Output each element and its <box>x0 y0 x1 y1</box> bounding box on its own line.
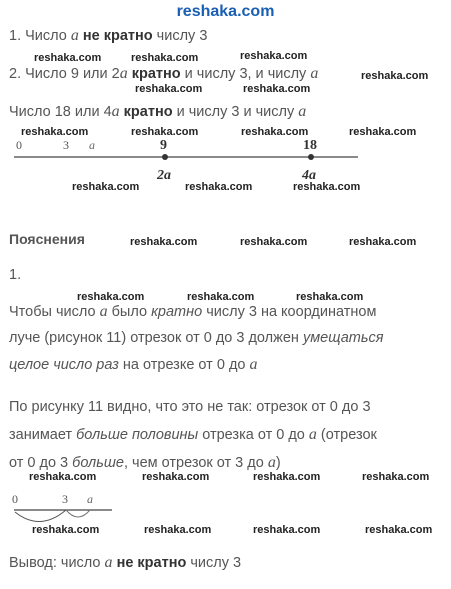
statement <box>9 103 306 121</box>
ray-1-label-2a: 2a <box>157 168 171 183</box>
watermark: reshaka.com <box>77 291 145 303</box>
item-1 <box>9 27 207 45</box>
item-2-bold: кратно <box>131 66 181 82</box>
ray-1-label-18: 18 <box>303 138 317 153</box>
para-2-line-1: По рисунку 11 видно, что это не так: отрезок от 0 до 3 <box>9 399 371 415</box>
item-1-rest: числу 3 <box>152 28 208 44</box>
conclusion: Вывод: число a не кратно числу 3 <box>9 554 242 571</box>
item-1-prefix: 1. Число <box>9 28 71 44</box>
watermark: reshaka.com <box>241 126 309 138</box>
para-2-line-2: занимает больше половины отрезка от 0 до a (отрезок <box>9 426 377 443</box>
watermark: reshaka.com <box>135 83 203 95</box>
watermark: reshaka.com <box>29 471 97 483</box>
watermark: reshaka.com <box>253 524 321 536</box>
watermark: reshaka.com <box>349 126 417 138</box>
item-2 <box>9 65 318 83</box>
site-title[interactable]: reshaka.com <box>176 3 275 20</box>
ray-1-label-a: a <box>89 138 95 152</box>
number-ray-1 <box>0 134 451 184</box>
para-1-line-2: луче (рисунок 11) отрезок от 0 до 3 должен умещаться <box>9 330 384 346</box>
watermark: reshaka.com <box>144 524 212 536</box>
ray-1-label-0: 0 <box>16 138 22 152</box>
ray-2-arc-3-a <box>66 510 90 517</box>
para-1-line-1: Чтобы число a было кратно числу 3 на координатном <box>9 303 377 320</box>
item-2-rest: и числу 3, и числу <box>180 66 311 82</box>
number-ray-2 <box>0 488 120 528</box>
watermark: reshaka.com <box>32 524 100 536</box>
explanations-heading: Пояснения <box>9 231 85 247</box>
watermark: reshaka.com <box>362 471 430 483</box>
watermark: reshaka.com <box>365 524 433 536</box>
ray-2-arc-0-3 <box>15 510 66 522</box>
watermark: reshaka.com <box>130 236 198 248</box>
watermark: reshaka.com <box>240 236 308 248</box>
ray-1-label-9: 9 <box>160 138 167 153</box>
watermark: reshaka.com <box>293 181 361 193</box>
statement-bold: кратно <box>123 104 173 120</box>
watermark: reshaka.com <box>131 126 199 138</box>
ray-1-label-3: 3 <box>63 138 69 152</box>
statement-var: a <box>111 103 120 120</box>
watermark: reshaka.com <box>253 471 321 483</box>
item-2-var2: a <box>310 65 319 82</box>
item-1-bold: не кратно <box>82 28 153 44</box>
ray-1-point-9 <box>162 154 168 160</box>
watermark: reshaka.com <box>349 236 417 248</box>
watermark: reshaka.com <box>187 291 255 303</box>
watermark: reshaka.com <box>21 126 89 138</box>
ray-2-label-3: 3 <box>62 492 68 506</box>
statement-var2: a <box>298 103 307 120</box>
watermark: reshaka.com <box>142 471 210 483</box>
watermark: reshaka.com <box>34 52 102 64</box>
para-1-line-3: целое число раз на отрезке от 0 до a <box>9 356 258 373</box>
ray-2-label-a: a <box>87 492 93 506</box>
explanation-number: 1. <box>9 267 22 283</box>
item-1-var: a <box>70 27 79 44</box>
ray-1-point-18 <box>308 154 314 160</box>
item-2-var: a <box>119 65 128 82</box>
ray-2-label-0: 0 <box>12 492 18 506</box>
item-2-prefix: 2. Число 9 или 2 <box>9 66 120 82</box>
watermark: reshaka.com <box>72 181 140 193</box>
watermark: reshaka.com <box>243 83 311 95</box>
statement-rest: и числу 3 и числу <box>172 104 299 120</box>
watermark: reshaka.com <box>185 181 253 193</box>
statement-prefix: Число 18 или 4 <box>9 104 112 120</box>
watermark: reshaka.com <box>296 291 364 303</box>
para-2-line-3: от 0 до 3 больше, чем отрезок от 3 до a) <box>9 454 281 471</box>
ray-1-label-4a: 4a <box>302 168 316 183</box>
watermark: reshaka.com <box>131 52 199 64</box>
watermark: reshaka.com <box>361 70 429 82</box>
watermark: reshaka.com <box>240 50 308 62</box>
